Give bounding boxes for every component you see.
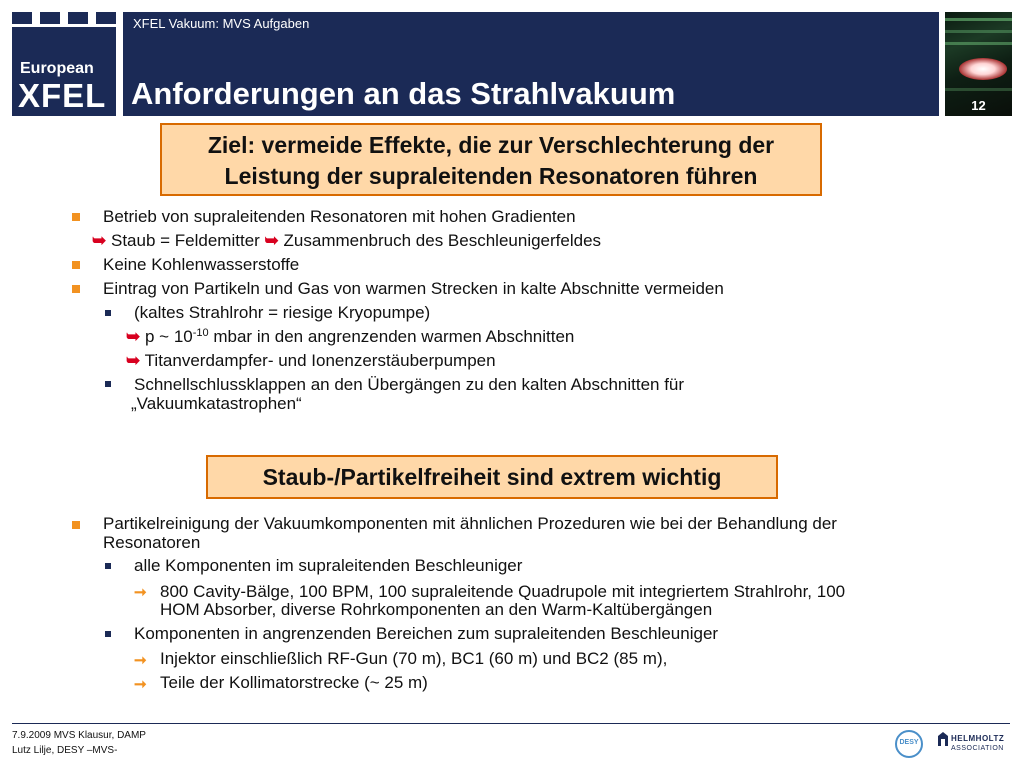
logo-square — [12, 12, 32, 24]
bullet-text: „Vakuumkatastrophen“ — [131, 394, 302, 413]
page-number: 12 — [971, 98, 986, 113]
arrow-right-icon: ➞ — [134, 652, 147, 669]
title-bar — [123, 12, 939, 116]
logo-european-text: European — [20, 60, 94, 77]
footer-rule — [12, 723, 1010, 724]
bullet-small-square — [105, 631, 111, 637]
bullet-text: 800 Cavity-Bälge, 100 BPM, 100 supraleitende Quadrupole mit integriertem Strahlrohr, 100 — [160, 582, 846, 601]
bullet-small-square — [105, 310, 111, 316]
bullet-text: Schnellschlussklappen an den Übergängen zu den kalten Abschnitten für — [134, 375, 685, 394]
bullet-text: Zusammenbruch des Beschleunigerfeldes — [283, 231, 602, 250]
photo-glow — [959, 58, 1007, 80]
photo-streak — [945, 30, 1012, 33]
bullet-text: (kaltes Strahlrohr = riesige Kryopumpe) — [134, 303, 431, 322]
bullet-subline — [126, 327, 574, 347]
bullet-text: HOM Absorber, diverse Rohrkomponenten an den Warm-Kaltübergängen — [160, 600, 713, 619]
accelerator-photo — [945, 12, 1012, 116]
logo-square — [68, 12, 88, 24]
european-xfel-logo — [12, 12, 116, 116]
bullet-text: p ~ 10 — [144, 327, 193, 346]
bullet-text: alle Komponenten im supraleitenden Beschleuniger — [134, 556, 523, 575]
slide-title: Anforderungen an das Strahlvakuum — [131, 76, 676, 111]
bullet-text: Teile der Kollimatorstrecke (~ 25 m) — [160, 673, 428, 692]
goal-callout-line2: Leistung der supraleitenden Resonatoren führen — [224, 163, 758, 189]
curved-arrow-icon: ➥ — [264, 231, 279, 250]
bullet-text: Betrieb von supraleitenden Resonatoren mit hohen Gradienten — [103, 207, 576, 226]
bullet-square — [72, 285, 80, 293]
logo-square — [96, 12, 116, 24]
bullet-subline — [92, 231, 601, 251]
bullet-square — [72, 521, 80, 529]
goal-callout — [160, 123, 822, 196]
bullet-square — [72, 213, 80, 221]
dust-callout: Staub-/Partikelfreiheit sind extrem wichtig — [206, 455, 778, 499]
goal-callout-line1: Ziel: vermeide Effekte, die zur Verschlechterung der — [207, 132, 775, 158]
helmholtz-text: HELMHOLTZ — [951, 734, 1005, 743]
bullet-square — [72, 261, 80, 269]
association-text: ASSOCIATION — [951, 745, 1004, 752]
bullet-text: Partikelreinigung der Vakuumkomponenten mit ähnlichen Prozeduren wie bei der Behandlung der — [103, 514, 837, 533]
bullet-text: Titanverdampfer- und Ionenzerstäuberpumpen — [144, 351, 496, 370]
bullet-small-square — [105, 381, 111, 387]
curved-arrow-icon: ➥ — [126, 327, 141, 346]
arrow-right-icon: ➞ — [134, 584, 147, 601]
bullet-text: Staub = Feldemitter — [110, 231, 260, 250]
bullet-text: Injektor einschließlich RF-Gun (70 m), BC1 (60 m) und BC2 (85 m), — [160, 649, 668, 668]
curved-arrow-icon: ➥ — [92, 231, 107, 250]
bullet-small-square — [105, 563, 111, 569]
desy-logo-icon — [895, 730, 923, 758]
helmholtz-logo-icon — [936, 730, 950, 748]
slide-subtitle: XFEL Vakuum: MVS Aufgaben — [133, 16, 310, 31]
bullet-text: Komponenten in angrenzenden Bereichen zum supraleitenden Beschleuniger — [134, 624, 719, 643]
footer-date: 7.9.2009 MVS Klausur, DAMP — [12, 730, 146, 741]
photo-streak — [945, 88, 1012, 91]
desy-logo-text: DESY — [899, 739, 919, 746]
photo-streak — [945, 42, 1012, 45]
bullet-text: Keine Kohlenwasserstoffe — [103, 255, 300, 274]
logo-xfel-text: XFEL — [18, 77, 107, 114]
exponent: -10 — [192, 327, 209, 339]
curved-arrow-icon: ➥ — [126, 351, 141, 370]
bullet-text: Eintrag von Partikeln und Gas von warmen Strecken in kalte Abschnitte vermeiden — [103, 279, 724, 298]
footer-author: Lutz Lilje, DESY –MVS- — [12, 745, 118, 756]
bullet-subline — [126, 351, 496, 371]
photo-streak — [945, 18, 1012, 21]
arrow-right-icon: ➞ — [134, 676, 147, 693]
logo-square — [40, 12, 60, 24]
bullet-text: mbar in den angrenzenden warmen Abschnitten — [208, 327, 575, 346]
bullet-text: Resonatoren — [103, 533, 201, 552]
